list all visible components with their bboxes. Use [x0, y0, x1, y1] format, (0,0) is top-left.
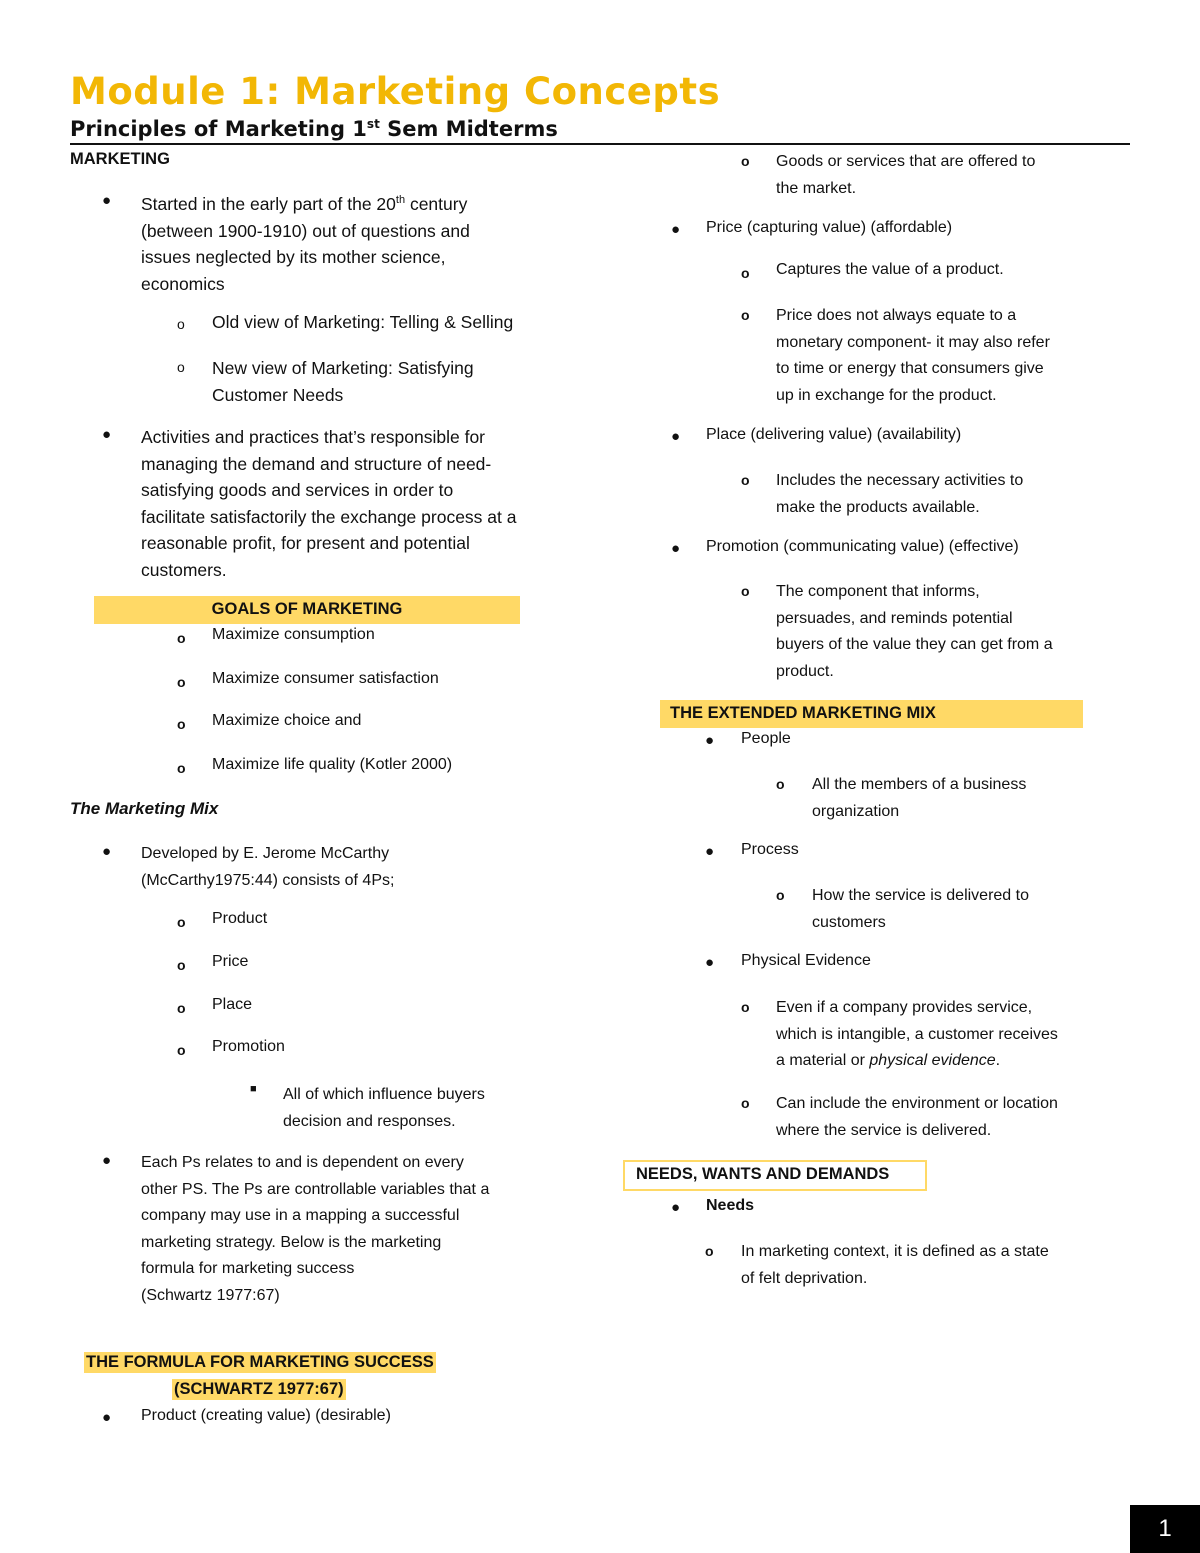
text-line: buyers of the value they can get from a — [776, 636, 1053, 653]
circle-bullet-icon: o — [741, 999, 750, 1015]
bullet-icon: ● — [671, 428, 681, 445]
bullet-icon: ● — [102, 1409, 112, 1426]
superscript: th — [395, 194, 406, 207]
promotion-sub-text — [776, 579, 1053, 685]
circle-bullet-icon: o — [741, 583, 750, 599]
page-title: Module 1: Marketing Concepts — [70, 70, 721, 113]
text-line: decision and responses. — [283, 1112, 456, 1130]
circle-bullet-icon: o — [177, 359, 185, 375]
people-sub-text — [812, 772, 1026, 825]
needs-sub-text — [741, 1239, 1049, 1292]
text-line: Each Ps relates to and is dependent on every — [141, 1154, 464, 1171]
subtitle-text: Principles of Marketing 1 — [70, 117, 367, 141]
bullet-icon: ● — [102, 192, 112, 209]
people-item: People — [741, 730, 791, 747]
text-line-end: century — [405, 194, 468, 214]
subtitle-superscript: st — [366, 117, 380, 131]
bullet-icon: ● — [705, 954, 715, 971]
goals-heading: GOALS OF MARKETING — [211, 600, 403, 618]
text-line: which is intangible, a customer receives — [776, 1025, 1058, 1043]
circle-bullet-icon: o — [741, 472, 750, 488]
p-item: Place — [212, 996, 253, 1013]
text-line: the market. — [776, 179, 857, 197]
page-number: 1 — [1130, 1505, 1200, 1553]
text-line: make the products available. — [776, 498, 980, 516]
text-line: formula for marketing success — [141, 1260, 355, 1277]
bullet-icon: ● — [102, 843, 112, 860]
circle-bullet-icon: o — [177, 316, 185, 332]
p-item: Product — [212, 910, 268, 927]
goal-item: Maximize choice and — [212, 712, 362, 729]
circle-bullet-icon: o — [177, 1000, 186, 1016]
product-item: Product (creating value) (desirable) — [141, 1407, 391, 1424]
header-rule — [70, 143, 1130, 145]
circle-bullet-icon: o — [177, 716, 186, 732]
text-line: satisfying goods and services in order to — [141, 480, 454, 500]
ps-note-text — [283, 1082, 485, 1135]
circle-bullet-icon: o — [177, 674, 186, 690]
subtitle-text-end: Sem Midterms — [379, 117, 558, 141]
bullet-icon: ● — [102, 1152, 112, 1169]
marketing-definition-text — [141, 424, 516, 583]
circle-bullet-icon: o — [741, 307, 750, 323]
circle-bullet-icon: o — [741, 1095, 750, 1111]
text-line: In marketing context, it is defined as a state — [741, 1243, 1049, 1260]
bullet-icon: ● — [705, 732, 715, 749]
bullet-icon: ● — [102, 426, 112, 443]
process-item: Process — [741, 841, 799, 858]
formula-heading-citation: (SCHWARTZ 1977:67) — [174, 1380, 344, 1398]
p-item: Promotion — [212, 1038, 285, 1055]
text-line: Goods or services that are offered to — [776, 153, 1036, 170]
circle-bullet-icon: o — [177, 914, 186, 930]
text-line: managing the demand and structure of need- — [141, 453, 492, 474]
price-sub-text-2 — [776, 303, 1050, 409]
bullet-icon: ● — [671, 221, 681, 238]
text-line: facilitate satisfactorily the exchange process at a — [141, 506, 517, 527]
text-line: other PS. The Ps are controllable variables that a — [141, 1180, 490, 1198]
text-line — [776, 1048, 1058, 1075]
goal-item: Maximize life quality (Kotler 2000) — [212, 756, 453, 773]
place-item: Place (delivering value) (availability) — [706, 426, 962, 443]
place-sub-text — [776, 468, 1023, 521]
process-sub-text — [812, 883, 1029, 936]
text-line: marketing strategy. Below is the marketing — [141, 1233, 442, 1251]
text-line: up in exchange for the product. — [776, 386, 997, 404]
text-line: to time or energy that consumers give — [776, 360, 1044, 377]
bullet-icon: ● — [671, 1199, 681, 1216]
text-line: Activities and practices that’s responsible for — [141, 427, 486, 447]
text-line: where the service is delivered. — [776, 1121, 992, 1139]
physical-evidence-sub-text — [776, 995, 1058, 1075]
text-line: Customer Needs — [212, 384, 344, 405]
circle-bullet-icon: o — [177, 760, 186, 776]
text-line: Can include the environment or location — [776, 1095, 1058, 1112]
text-line: Developed by E. Jerome McCarthy — [141, 845, 390, 862]
text-line: customers — [812, 913, 886, 931]
promotion-item: Promotion (communicating value) (effective) — [706, 538, 1019, 555]
circle-bullet-icon: o — [776, 887, 785, 903]
text-line: All the members of a business — [812, 776, 1027, 793]
circle-bullet-icon: o — [177, 630, 186, 646]
text-line: (Schwartz 1977:67) — [141, 1286, 280, 1304]
text-line: All of which influence buyers — [283, 1086, 485, 1103]
goal-item: Maximize consumer satisfaction — [212, 670, 439, 687]
text-segment: a material or — [776, 1052, 870, 1069]
bullet-icon: ● — [671, 540, 681, 557]
old-view-text: Old view of Marketing: Telling & Selling — [212, 312, 514, 332]
price-sub-text: Captures the value of a product. — [776, 261, 1004, 278]
text-segment: . — [995, 1052, 1001, 1069]
text-line: The component that informs, — [776, 583, 980, 600]
marketing-heading: MARKETING — [70, 150, 170, 168]
text-line: reasonable profit, for present and potential — [141, 533, 470, 553]
italic-text: physical evidence — [869, 1052, 996, 1069]
text-line: (between 1900-1910) out of questions and — [141, 220, 470, 241]
text-line: issues neglected by its mother science, — [141, 247, 446, 267]
text-line: product. — [776, 662, 834, 680]
physical-evidence-item: Physical Evidence — [741, 952, 871, 969]
square-bullet-icon: ■ — [250, 1083, 257, 1095]
mccarthy-text — [141, 841, 394, 894]
text-line: company may use in a mapping a successful — [141, 1207, 460, 1224]
text-line: of felt deprivation. — [741, 1269, 868, 1287]
formula-heading: THE FORMULA FOR MARKETING SUCCESS — [86, 1353, 434, 1371]
bullet-icon: ● — [705, 843, 715, 860]
circle-bullet-icon: o — [177, 957, 186, 973]
p-item: Price — [212, 953, 249, 970]
price-item: Price (capturing value) (affordable) — [706, 219, 953, 236]
text-line: Even if a company provides service, — [776, 999, 1033, 1016]
text-line: Price does not always equate to a — [776, 307, 1017, 324]
goal-item: Maximize consumption — [212, 626, 375, 643]
text-line: (McCarthy1975:44) consists of 4Ps; — [141, 871, 395, 889]
text-line: organization — [812, 802, 900, 820]
goods-text — [776, 149, 1035, 202]
needs-item: Needs — [706, 1197, 755, 1214]
circle-bullet-icon: o — [705, 1243, 714, 1259]
text-line: New view of Marketing: Satisfying — [212, 358, 474, 378]
each-ps-text — [141, 1150, 489, 1309]
circle-bullet-icon: o — [741, 153, 750, 169]
new-view-text — [212, 355, 474, 408]
physical-evidence-sub-text-2 — [776, 1091, 1058, 1144]
text-line: How the service is delivered to — [812, 887, 1029, 904]
marketing-origin-text — [141, 191, 470, 297]
needs-wants-demands-heading: NEEDS, WANTS AND DEMANDS — [636, 1165, 890, 1183]
circle-bullet-icon: o — [177, 1042, 186, 1058]
circle-bullet-icon: o — [776, 776, 785, 792]
text-line: persuades, and reminds potential — [776, 609, 1013, 627]
text-line: customers. — [141, 559, 227, 580]
page-subtitle — [70, 117, 558, 141]
text-line: economics — [141, 273, 225, 294]
circle-bullet-icon: o — [741, 265, 750, 281]
text-line: monetary component- it may also refer — [776, 333, 1050, 351]
text-line: Started in the early part of the 20 — [141, 194, 396, 214]
text-line: Includes the necessary activities to — [776, 472, 1024, 489]
marketing-mix-heading: The Marketing Mix — [70, 799, 219, 818]
extended-mix-heading: THE EXTENDED MARKETING MIX — [670, 704, 936, 722]
